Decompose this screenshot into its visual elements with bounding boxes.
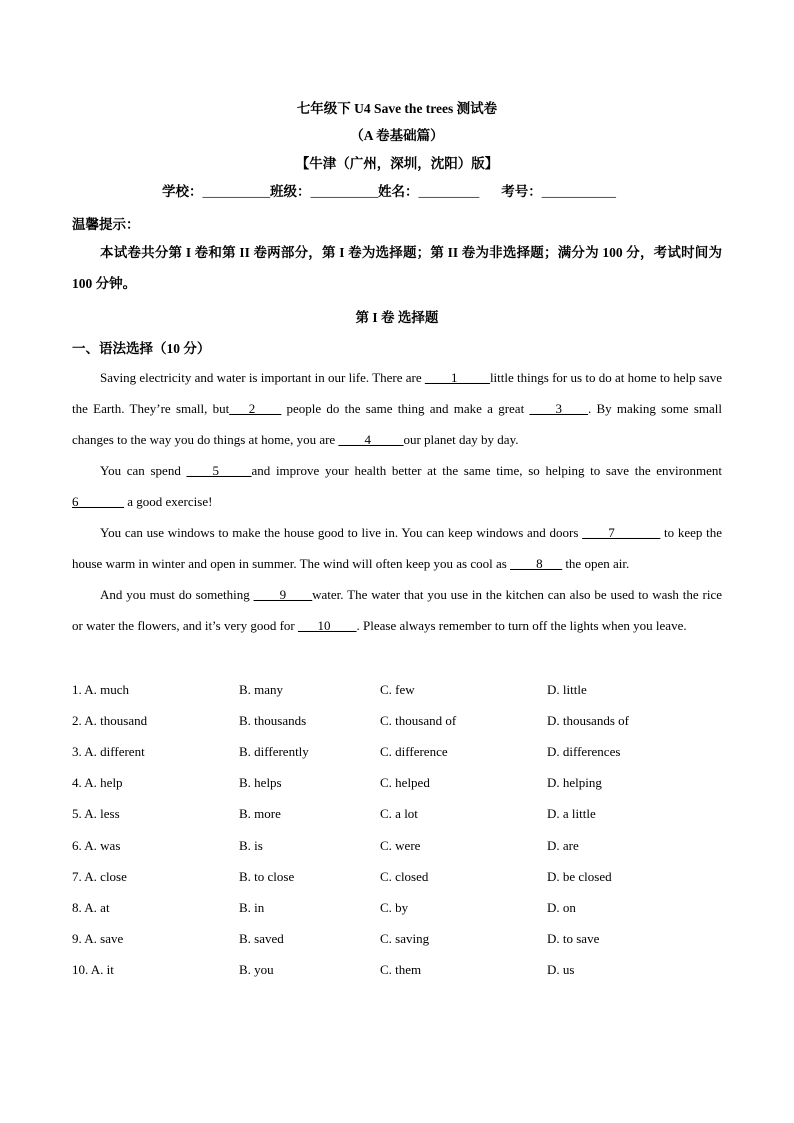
passage: [72, 362, 722, 641]
option-q1-a[interactable]: 1. A. much: [72, 682, 130, 697]
blank-7[interactable]: ____7_______: [582, 525, 661, 540]
option-q1-b[interactable]: B. many: [239, 682, 284, 697]
blank-3[interactable]: ____3____: [529, 401, 588, 416]
blank-4[interactable]: ____4_____: [338, 432, 404, 447]
notice-heading: 温馨提示：: [72, 217, 140, 232]
option-q3-b[interactable]: B. differently: [239, 744, 309, 760]
option-q7-c[interactable]: C. closed: [380, 868, 429, 884]
exam-number-blank[interactable]: ___________: [541, 184, 616, 199]
student-info-line: [162, 180, 616, 200]
option-q6-c[interactable]: C. were: [380, 837, 421, 853]
option-q9-d[interactable]: D. to save: [547, 930, 600, 946]
section-title: 第 I 卷 选择题: [355, 310, 439, 325]
option-q1-c[interactable]: C. few: [380, 682, 415, 697]
option-q10-d[interactable]: D. us: [547, 961, 575, 977]
blank-2[interactable]: ___2____: [229, 401, 282, 416]
class-blank[interactable]: __________: [310, 184, 378, 199]
option-q5-d[interactable]: D. a little: [547, 806, 596, 822]
page-subtitle: （A 卷基础篇）: [350, 128, 444, 143]
page-title: 七年级下 U4 Save the trees 测试卷: [296, 101, 498, 116]
option-q5-c[interactable]: C. a lot: [380, 806, 418, 822]
passage-paragraph-1: Saving electricity and water is important in our life. There are ____1_____little things for us to do at home to help save the Earth. They’re small, but___2____ people do the same thing and make a great ____3____. By making some small changes to the way you do things at home, you are ____4_____our planet day by day.: [72, 370, 722, 447]
blank-1[interactable]: ____1_____: [424, 370, 490, 385]
option-q2-a[interactable]: 2. A. thousand: [72, 713, 148, 729]
school-blank[interactable]: __________: [202, 184, 270, 199]
option-q9-b[interactable]: B. saved: [239, 930, 284, 946]
option-q2-d[interactable]: D. thousands of: [547, 713, 629, 729]
option-q5-b[interactable]: B. more: [239, 806, 281, 822]
passage-paragraph-4: And you must do something ____9____water. The water that you use in the kitchen can also be used to wash the rice or water the flowers, and it’s very good for ___10____. Please always remember to turn off the lights when you leave.: [72, 587, 722, 633]
blank-5[interactable]: ____5_____: [186, 463, 252, 478]
option-q4-a[interactable]: 4. A. help: [72, 775, 123, 791]
passage-paragraph-2: You can spend ____5_____and improve your health better at the same time, so helping to save the environment 6_______ a good exercise!: [72, 463, 722, 509]
option-q8-b[interactable]: B. in: [239, 899, 265, 915]
blank-8[interactable]: ____8___: [510, 556, 563, 571]
notice-text: 本试卷共分第 I 卷和第 II 卷两部分，第 I 卷为选择题；第 II 卷为非选择题；满分为 100 分，考试时间为 100 分钟。: [72, 245, 722, 291]
option-q4-b[interactable]: B. helps: [239, 775, 282, 791]
option-q3-c[interactable]: C. difference: [380, 744, 448, 760]
blank-10[interactable]: ___10____: [298, 618, 357, 633]
option-q7-b[interactable]: B. to close: [239, 868, 295, 884]
edition-label: 【牛津（广州，深圳，沈阳）版】: [295, 156, 499, 171]
class-label: 班级：: [270, 184, 311, 199]
option-q10-b[interactable]: B. you: [239, 961, 274, 977]
blank-9[interactable]: ____9____: [253, 587, 313, 602]
option-q4-c[interactable]: C. helped: [380, 775, 430, 791]
option-q2-b[interactable]: B. thousands: [239, 713, 307, 729]
option-q7-a[interactable]: 7. A. close: [72, 868, 127, 884]
option-q10-a[interactable]: 10. A. it: [72, 961, 114, 977]
option-q1-d[interactable]: D. little: [547, 682, 587, 697]
option-q6-a[interactable]: 6. A. was: [72, 837, 121, 853]
passage-paragraph-3: You can use windows to make the house good to live in. You can keep windows and doors ____7_______ to keep the house warm in winter and open in summer. The wind will often keep you as cool as ____8___ the open air.: [72, 525, 722, 571]
exam-number-label: 考号：: [501, 184, 542, 199]
option-q8-c[interactable]: C. by: [380, 899, 409, 915]
school-label: 学校：: [162, 184, 203, 199]
option-q2-c[interactable]: C. thousand of: [380, 713, 457, 729]
option-q6-b[interactable]: B. is: [239, 837, 263, 853]
option-q5-a[interactable]: 5. A. less: [72, 806, 120, 822]
option-q6-d[interactable]: D. are: [547, 837, 579, 853]
option-q3-a[interactable]: 3. A. different: [72, 744, 145, 760]
option-q9-a[interactable]: 9. A. save: [72, 930, 124, 946]
option-q8-d[interactable]: D. on: [547, 899, 576, 915]
blank-6[interactable]: 6_______: [72, 494, 124, 509]
option-q7-d[interactable]: D. be closed: [547, 868, 612, 884]
name-label: 姓名：: [378, 184, 419, 199]
option-q10-c[interactable]: C. them: [380, 961, 422, 977]
part1-heading: 一、语法选择（10 分）: [72, 341, 211, 356]
option-q8-a[interactable]: 8. A. at: [72, 899, 110, 915]
option-q9-c[interactable]: C. saving: [380, 930, 430, 946]
name-blank[interactable]: _________: [418, 184, 480, 199]
option-q3-d[interactable]: D. differences: [547, 744, 621, 760]
option-q4-d[interactable]: D. helping: [547, 775, 602, 791]
